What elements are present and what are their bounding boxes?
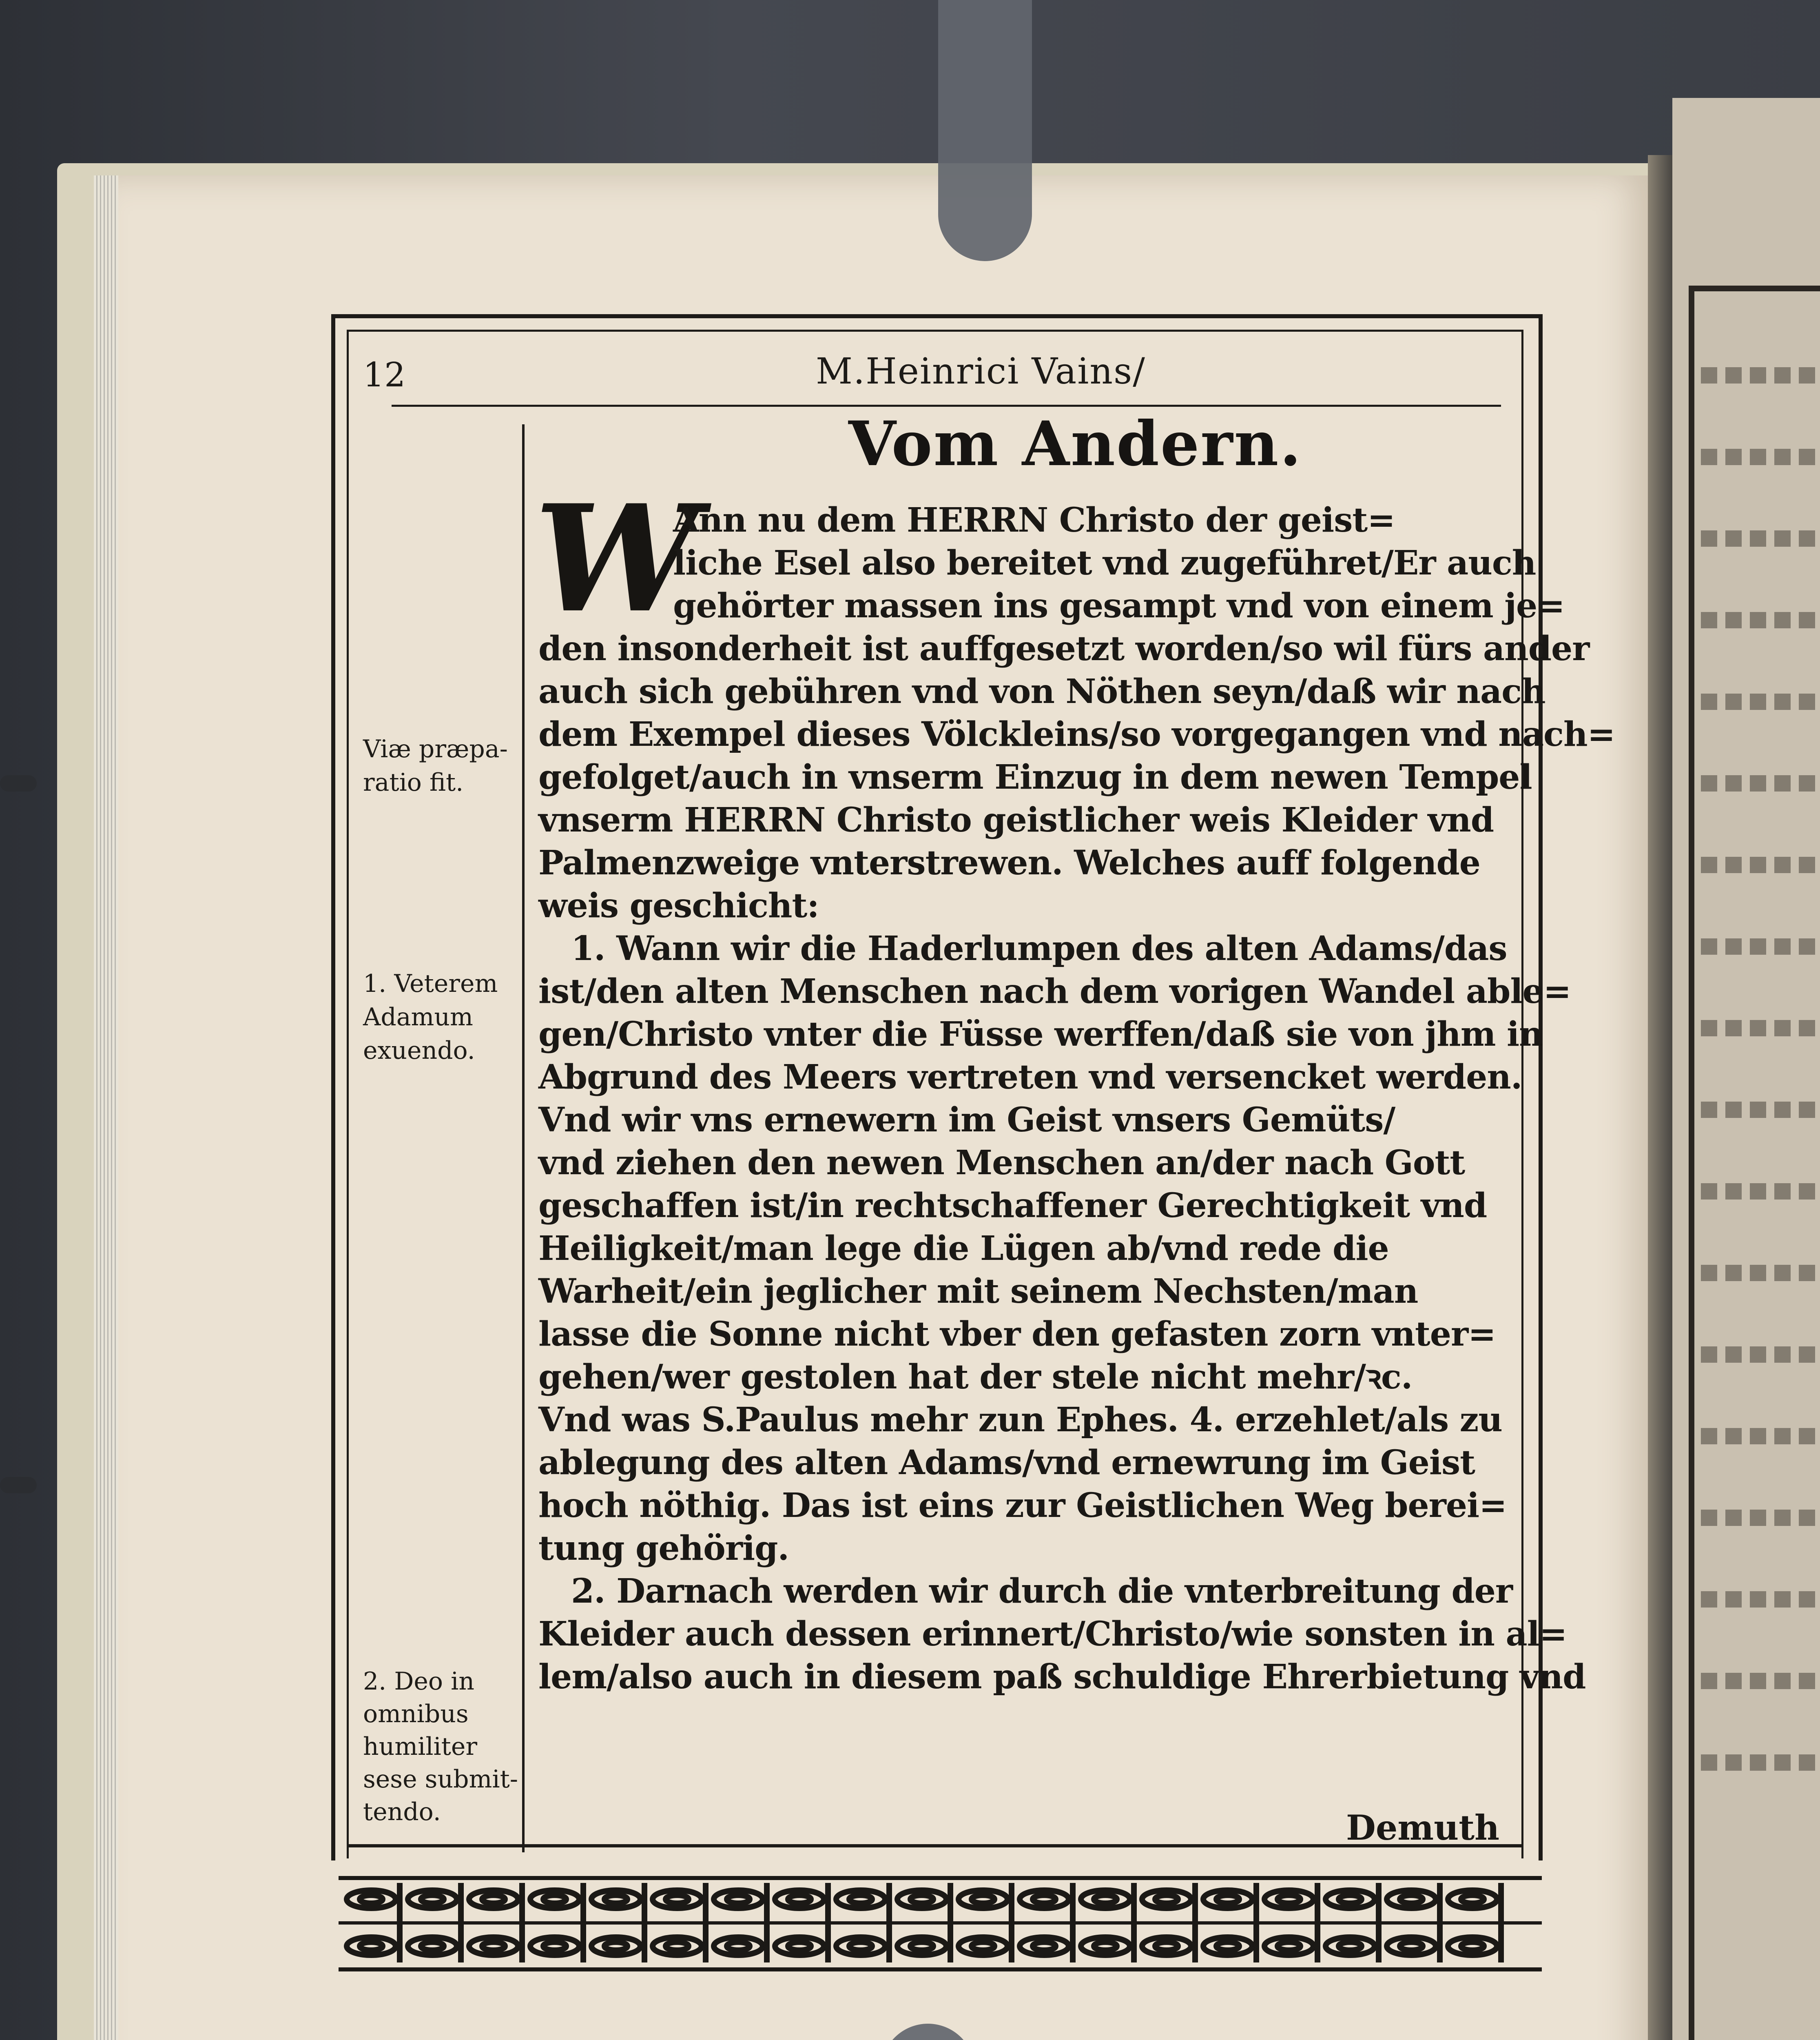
body-line: liche Esel also bereitet vnd zugeführet/Er auch <box>673 543 1536 583</box>
facing-page-text <box>1701 612 1820 628</box>
facing-page-text <box>1701 857 1820 873</box>
marginal-note-line: omnibus <box>363 1700 469 1728</box>
facing-page-text <box>1701 1754 1820 1771</box>
marginal-note-line: 1. Veterem <box>363 969 498 998</box>
body-line: Palmenzweige vnterstrewen. Welches auff folgende <box>538 843 1480 883</box>
body-line: tung gehörig. <box>538 1529 789 1568</box>
facing-page-text <box>1701 938 1820 955</box>
facing-page <box>1672 98 1820 2040</box>
page-number: 12 <box>363 356 406 395</box>
facing-page-text <box>1701 1265 1820 1281</box>
body-line: vnserm HERRN Christo geistlicher weis Kleider vnd <box>538 800 1494 840</box>
body-line: Heiligkeit/man lege die Lügen ab/vnd rede die <box>538 1229 1389 1268</box>
body-line: Warheit/ein jeglicher mit seinem Nechsten/man <box>538 1272 1418 1311</box>
body-line: lem/also auch in diesem paß schuldige Ehrerbietung vnd <box>538 1657 1586 1696</box>
body-line: ist/den alten Menschen nach dem vorigen Wandel able= <box>538 972 1571 1011</box>
body-line: gehen/wer gestolen hat der stele nicht mehr/ꝛc. <box>538 1357 1413 1397</box>
facing-page-text <box>1701 449 1820 465</box>
facing-page-text <box>1701 694 1820 710</box>
marginal-note-line: humiliter <box>363 1732 478 1761</box>
body-line: Ann nu dem HERRN Christo der geist= <box>673 501 1395 540</box>
facing-page-text <box>1701 775 1820 792</box>
book-strap-top <box>938 0 1032 261</box>
body-line: Abgrund des Meers vertreten vnd versencket werden. <box>538 1058 1522 1097</box>
ornament-band <box>339 1875 1542 1973</box>
body-line: gen/Christo vnter die Füsse werffen/daß sie von jhm in <box>538 1015 1543 1054</box>
drop-cap: W <box>534 472 700 645</box>
body-line: Kleider auch dessen erinnert/Christo/wie sonsten in al= <box>538 1614 1567 1654</box>
clip-hole <box>0 1477 37 1493</box>
bottom-rule <box>347 1844 1521 1847</box>
marginal-note-line: Viæ præpa- <box>363 735 508 763</box>
facing-page-text <box>1701 530 1820 547</box>
body-line: weis geschicht: <box>538 886 819 925</box>
header-rule <box>392 405 1501 407</box>
body-line: vnd ziehen den newen Menschen an/der nach Gott <box>538 1143 1465 1182</box>
body-line: Vnd was S.Paulus mehr zun Ephes. 4. erzehlet/als zu <box>538 1400 1502 1439</box>
body-line: Vnd wir vns ernewern im Geist vnsers Gemüts/ <box>538 1100 1395 1140</box>
marginal-note-line: tendo. <box>363 1798 441 1826</box>
marginal-note-line: sese submit- <box>363 1765 518 1794</box>
body-line: gehörter massen ins gesampt vnd von einem je= <box>673 586 1565 625</box>
facing-page-text <box>1701 1183 1820 1200</box>
facing-page-text <box>1701 1428 1820 1444</box>
facing-page-text <box>1701 1020 1820 1036</box>
marginal-note-line: 2. Deo in <box>363 1667 474 1696</box>
running-head: M.Heinrici Vains/ <box>816 350 1146 392</box>
body-line: den insonderheit ist auffgesetzt worden/so wil fürs ander <box>538 629 1590 668</box>
facing-page-text <box>1701 1346 1820 1363</box>
marginal-note-line: Adamum <box>363 1003 473 1031</box>
facing-page-text <box>1701 1591 1820 1608</box>
marginal-note-line: exuendo. <box>363 1036 475 1065</box>
catchword: Demuth <box>1346 1807 1500 1848</box>
facing-page-text <box>1701 1102 1820 1118</box>
body-line: 1. Wann wir die Haderlumpen des alten Adams/das <box>571 929 1507 968</box>
facing-page-text <box>1701 1510 1820 1526</box>
body-line: 2. Darnach werden wir durch die vnterbreitung der <box>571 1572 1513 1611</box>
marginal-note-line: ratio fit. <box>363 768 464 797</box>
facing-page-frame <box>1689 286 1820 2040</box>
body-line: lasse die Sonne nicht vber den gefasten zorn vnter= <box>538 1315 1496 1354</box>
facing-page-text <box>1701 367 1820 384</box>
body-line: ablegung des alten Adams/vnd ernewrung im Geist <box>538 1443 1475 1482</box>
margin-rule <box>522 424 525 1852</box>
facing-page-text <box>1701 1673 1820 1689</box>
body-line: gefolget/auch in vnserm Einzug in dem newen Tempel <box>538 758 1532 797</box>
body-line: geschaffen ist/in rechtschaffener Gerechtigkeit vnd <box>538 1186 1487 1225</box>
body-line: hoch nöthig. Das ist eins zur Geistlichen Weg berei= <box>538 1486 1507 1525</box>
clip-hole <box>0 775 37 792</box>
section-title: Vom Andern. <box>848 408 1302 480</box>
body-line: dem Exempel dieses Völckleins/so vorgegangen vnd nach= <box>538 715 1615 754</box>
body-line: auch sich gebühren vnd von Nöthen seyn/daß wir nach <box>538 672 1545 711</box>
